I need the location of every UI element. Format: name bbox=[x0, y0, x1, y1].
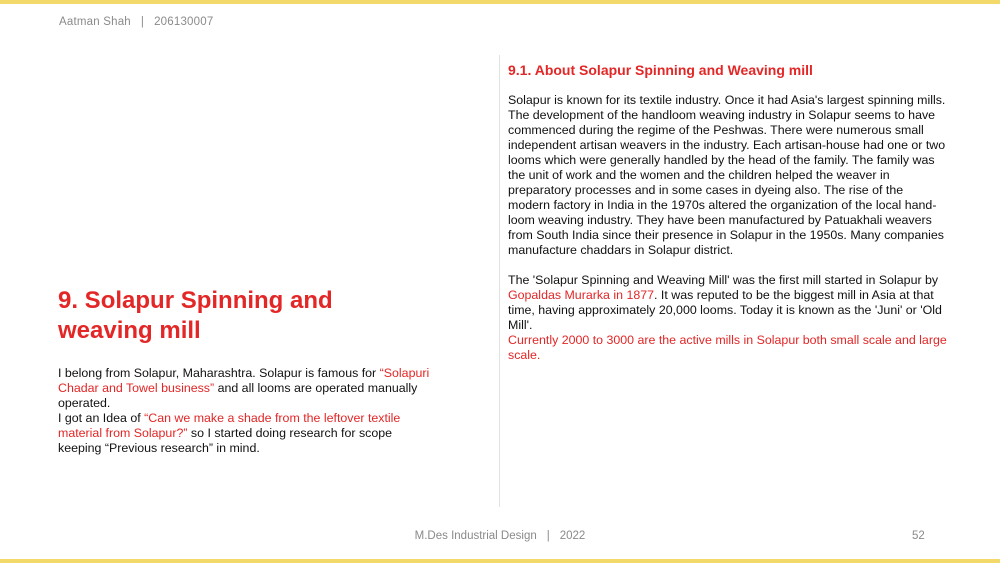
footer-year: 2022 bbox=[559, 530, 586, 542]
page-header bbox=[59, 16, 213, 28]
intro-p1-highlight: “Solapuri Chadar and Towel business” bbox=[58, 366, 430, 395]
bottom-accent-bar bbox=[0, 559, 1000, 563]
intro-p2-text-b: so I started doing research for scope keeping “Previous research” in mind. bbox=[58, 426, 393, 455]
column-divider bbox=[499, 55, 500, 507]
student-id: 206130007 bbox=[154, 16, 214, 28]
top-accent-bar bbox=[0, 0, 1000, 4]
intro-p2-text-a: I got an Idea of bbox=[58, 411, 145, 425]
page-number: 52 bbox=[912, 530, 925, 542]
intro-p2-highlight: “Can we make a shade from the leftover textile material from Solapur?” bbox=[58, 411, 401, 440]
history-paragraph: Solapur is known for its textile industry. Once it had Asia's largest spinning mills. The development of the handloom weaving industry in Solapur seems to have commenced during the regime of the Peshwas. There were numerous small independent artisan weavers in the industry. Each artisan-house had one or two looms which were generally handled by the head of the family. The family was the unit of work and the women and the children helped the weaver in preparatory processes and in some cases in dyeing also. The rise of the modern factory in India in the 1970s altered the organization of the local hand-loom weaving industry. They have been manufactured by Patuakhali weavers from South India since their presence in Solapur in the 1950s. Many companies manufacture chaddars in Solapur district. bbox=[508, 93, 946, 257]
mill-text-a: The 'Solapur Spinning and Weaving Mill' was the first mill started in Solapur by bbox=[508, 273, 939, 287]
intro-p1-text-a: I belong from Solapur, Maharashtra. Solapur is famous for bbox=[58, 366, 380, 380]
mill-text-b: . It was reputed to be the biggest mill in Asia at that time, having approximately 20,000 looms. Today it is known as the 'Juni' or 'Old Mill'. bbox=[508, 288, 942, 332]
subsection-body bbox=[508, 93, 948, 363]
intro-paragraph-1 bbox=[58, 366, 433, 411]
mill-founder-highlight: Gopaldas Murarka in 1877 bbox=[508, 288, 655, 302]
intro-p1-text-b: and all looms are operated manually operated. bbox=[58, 381, 418, 410]
page-footer bbox=[0, 530, 1000, 542]
intro-text bbox=[58, 366, 433, 456]
section-title: 9. Solapur Spinning and weaving mill bbox=[58, 287, 333, 344]
active-mills-note: Currently 2000 to 3000 are the active mills in Solapur both small scale and large scale. bbox=[508, 333, 947, 362]
author-name: Aatman Shah bbox=[59, 16, 131, 28]
footer-separator: | bbox=[546, 530, 550, 542]
intro-paragraph-2 bbox=[58, 411, 433, 456]
header-separator: | bbox=[140, 16, 145, 28]
subsection-heading: 9.1. About Solapur Spinning and Weaving mill bbox=[508, 62, 813, 78]
mill-paragraph bbox=[508, 273, 948, 333]
program-name: M.Des Industrial Design bbox=[414, 530, 537, 542]
